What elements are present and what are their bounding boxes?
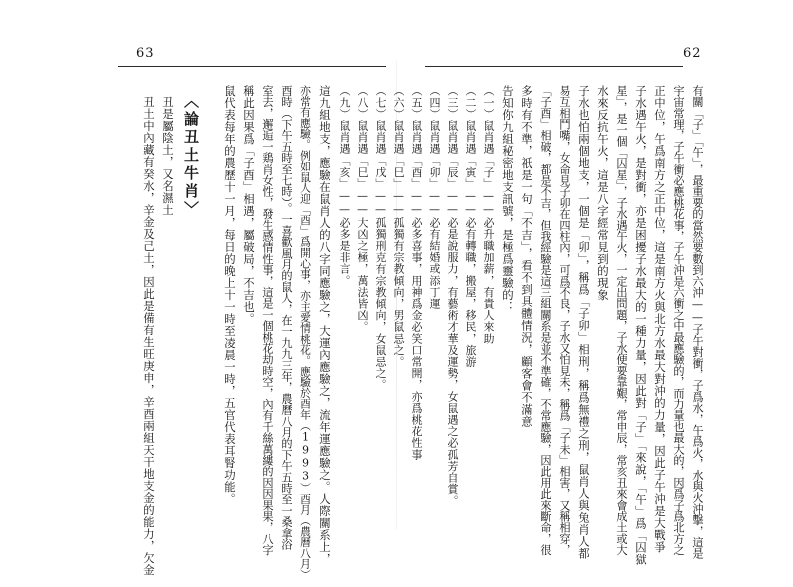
text-column: 宇宙常理，子午衝必應桃花事，子午沖是六衝之中最應驗的，而力量也最大的，因爲子爲北方之 xyxy=(672,85,685,556)
header-rule-right xyxy=(425,66,683,67)
text-column: 多時有不準，祇是一句「不吉」，看不到具體情況，顧客會不滿意 xyxy=(520,85,534,428)
text-column: 子水也怕兩個地支，一個是「卯」，稱爲「子卯」相刑，稱爲無禮之刑，鼠肖人與兔肖人都 xyxy=(577,85,591,560)
list-item: （五）鼠肖遇「酉」——必多喜事，用神爲金必笑口常開，亦爲桃花性事 xyxy=(410,85,423,461)
text-column: 水來反抗午火，這是八字經常見到的現象 xyxy=(596,85,610,301)
list-item: （九）鼠肖遇「亥」——必多是非言。 xyxy=(338,85,351,287)
text-column: 丑是屬陰土，又名濕土 xyxy=(161,96,175,216)
text-column: 有關「子」「午」，最重要的當然要數到六沖——子午對衝，子爲水，午爲火，水與火沖擊，這是 xyxy=(691,85,704,559)
text-column: 子水遇午火，是對衝，亦是困擾子水最大的一種力量，因此對「子」「來說，「午」爲「囚獄 xyxy=(634,85,648,566)
list-item: （三）鼠肖遇「辰」——必是說服力，有藝術才華及運勢，女鼠遇之必孤芳自賞。 xyxy=(446,85,459,507)
text-column: 酉時（下午五時至七時）。一喜歡風月的鼠人，在一九九三年，農曆八月的下午五時至一桑拿浴 xyxy=(280,85,293,550)
list-item: （一）鼠肖遇「子」——必升職加薪，有貴人來助 xyxy=(482,85,495,345)
list-item: （七）鼠肖遇「戊」——孤獨刑克有宗教傾向，女鼠忌之。 xyxy=(374,85,387,391)
list-item: （六）鼠肖遇「巳」——孤獨有宗教傾向，男鼠忌之。 xyxy=(392,85,405,368)
text-column: 這九組地支，應驗在鼠肖人的八字同應驗之，大運內應驗之，流年運應驗之。人際關系上， xyxy=(318,85,332,565)
text-column: 亦常有應驗。例如鼠人迎「酉」爲開心事，亦主愛情桃花。應驗於酉年（1993）酉月（農曆八月） xyxy=(299,85,312,580)
page-number-left: 63 xyxy=(136,46,155,61)
text-column: 星」，是一個「囚星」，子水遇午火，一定出問題，子水便要靠艱，常申辰，常亥丑來會成土或大 xyxy=(615,85,628,556)
text-column: 告知你九組秘密地支訊號，是極爲靈驗的： xyxy=(501,85,515,313)
header-rule-left xyxy=(118,66,386,67)
text-column: 鼠代表每年的農歷十一月，每日的晚上十一時至凌晨一時，五官代表耳腎功能。 xyxy=(223,85,237,505)
text-column: 正中位，午爲南方之正中位，這是南方火與北方水最大對沖的力量，因此子午沖是大戰爭 xyxy=(653,85,667,553)
text-column: 易互相鬥嘴，女命見子卯在四柱內，可爲不良，子水又怕見未，稱爲「子未」相害，又稱相穿， xyxy=(558,85,571,556)
list-item: （四）鼠肖遇「卯」——必有結婚或添丁運 xyxy=(428,85,441,310)
section-title: 〈論丑土牛肖〉 xyxy=(182,93,200,219)
text-column: 稱此因果爲「子酉」相遇，屬破局，不吉也。 xyxy=(242,85,256,325)
list-item: （八）鼠肖遇「巳」——大凶之極，萬法皆凶。 xyxy=(356,85,369,333)
text-column: 「子酉」相破，都是不吉，但我經驗是這三組關系是並不準確，不常應驗，因此用此來斷命，很 xyxy=(539,85,552,556)
list-item: （二）鼠肖遇「寅」——必有轉職，搬屋，移民，旅游 xyxy=(464,85,477,368)
text-column: 丑土中內藏有癸水，辛金及己土，因此是備有生旺庚申，辛酉兩組天干地支金的能力，欠金 xyxy=(142,96,156,576)
text-column: 室去，邂逅一鶏肖女性，發生感情性事，這是一個桃花劫時空，內有千絲萬縷的因因果果，八字 xyxy=(261,85,274,556)
page-number-right: 62 xyxy=(683,46,702,61)
